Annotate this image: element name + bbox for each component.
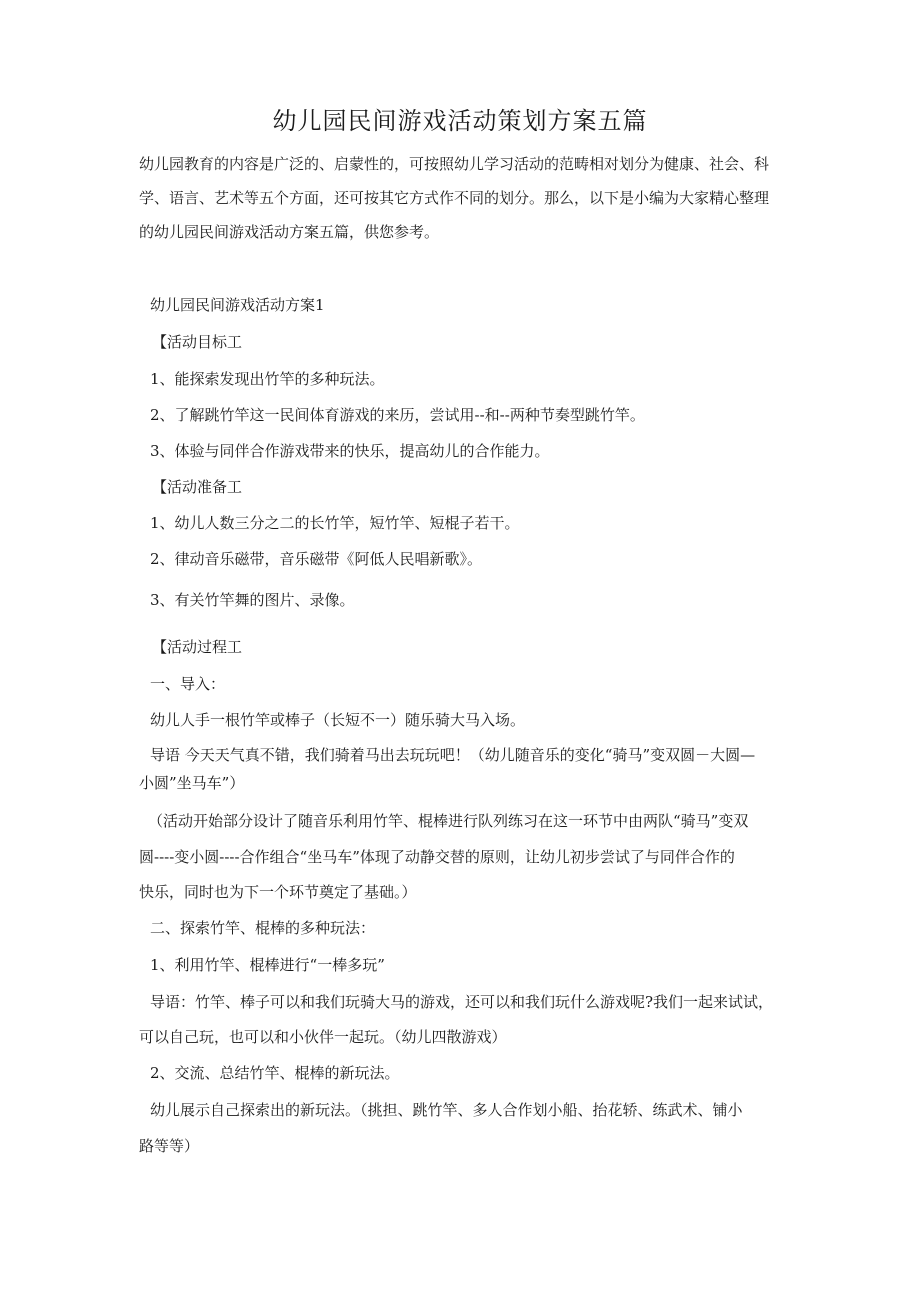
step1-guide-line: 导语 今天天气真不错，我们骑着马出去玩玩吧！（幼儿随音乐的变化“骑马”变双圆－大圆— [150, 746, 756, 764]
intro-line: 的幼儿园民间游戏活动方案五篇，供您参考。 [139, 223, 440, 241]
step2-heading: 二、探索竹竿、棍棒的多种玩法： [150, 919, 376, 937]
process-heading: 【活动过程工 [152, 638, 243, 656]
intro-line: 学、语言、艺术等五个方面，还可按其它方式作不同的划分。那么，以下是小编为大家精心整理 [139, 189, 770, 207]
plan1-heading: 幼儿园民间游戏活动方案1 [150, 296, 325, 314]
prep-item: 2、律动音乐磁带，音乐磁带《阿低人民唱新歌》。 [150, 550, 483, 568]
step2-item: 2、交流、总结竹竿、棍棒的新玩法。 [150, 1064, 400, 1082]
step2-show-line: 幼儿展示自己探索出的新玩法。（挑担、跳竹竿、多人合作划小船、抬花轿、练武术、铺小 [150, 1101, 743, 1119]
intro-line: 幼儿园教育的内容是广泛的、启蒙性的，可按照幼儿学习活动的范畴相对划分为健康、社会、科 [139, 155, 770, 173]
step1-heading: 一、导入： [150, 675, 226, 693]
goal-item: 3、体验与同伴合作游戏带来的快乐，提高幼儿的合作能力。 [150, 442, 550, 460]
goal-heading: 【活动目标工 [152, 333, 243, 351]
goal-item: 1、能探索发现出竹竿的多种玩法。 [150, 370, 385, 388]
step1-guide-line: 小圆”坐马车”） [139, 774, 245, 792]
goal-item: 2、了解跳竹竿这一民间体育游戏的来历，尝试用--和--两种节奏型跳竹竿。 [150, 406, 645, 424]
step2-show-line: 路等等） [139, 1137, 200, 1155]
prep-item: 1、幼儿人数三分之二的长竹竿，短竹竿、短棍子若干。 [150, 514, 520, 532]
step1-text: 幼儿人手一根竹竿或棒子（长短不一）随乐骑大马入场。 [150, 711, 526, 729]
step2-guide-line: 导语：竹竿、棒子可以和我们玩骑大马的游戏，还可以和我们玩什么游戏呢?我们一起来试试， [150, 993, 774, 1011]
step2-guide-line: 可以自己玩，也可以和小伙伴一起玩。（幼儿四散游戏） [139, 1028, 507, 1046]
step1-note-line: （活动开始部分设计了随音乐利用竹竿、棍棒进行队列练习在这一环节中由两队“骑马”变双 [148, 812, 749, 830]
document-title: 幼儿园民间游戏活动策划方案五篇 [272, 107, 648, 135]
prep-heading: 【活动准备工 [152, 478, 243, 496]
step2-item: 1、利用竹竿、棍棒进行“一棒多玩” [150, 956, 385, 974]
step1-note-line: 圆----变小圆----合作组合“坐马车”体现了动静交替的原则，让幼儿初步尝试了与同伴合作的 [139, 848, 735, 866]
step1-note-line: 快乐，同时也为下一个环节奠定了基础。） [139, 883, 417, 901]
prep-item: 3、有关竹竿舞的图片、录像。 [150, 591, 355, 609]
